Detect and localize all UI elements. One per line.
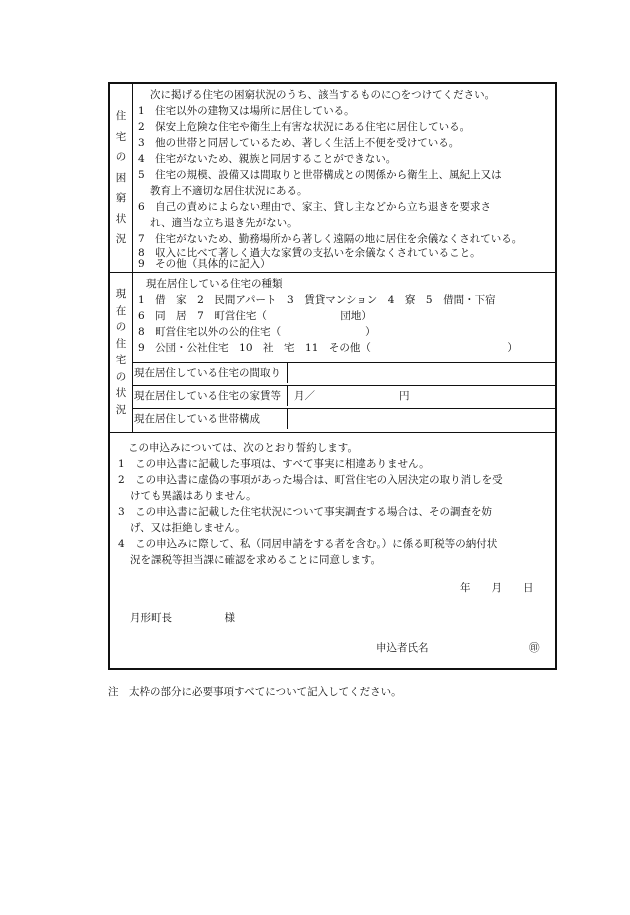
label-char: 状 — [115, 387, 127, 399]
hardship-item[interactable]: 4 住宅がないため、親族と同居することができない。 — [138, 153, 397, 165]
label-char: 況 — [115, 403, 127, 416]
pledge-section — [110, 432, 555, 668]
label-char: 状 — [115, 212, 127, 225]
application-form — [108, 82, 557, 670]
seal-mark: ㊞ — [529, 642, 540, 654]
floor-plan-label: 現在居住している住宅の間取り — [132, 363, 288, 383]
household-label: 現在居住している世帯構成 — [132, 409, 288, 429]
label-char: の — [115, 151, 127, 164]
pledge-line: 況を課税等担当課に確認を求めることに同意します。 — [130, 554, 382, 566]
hardship-item[interactable]: 5 住宅の規模、設備又は間取りと世帯構成との関係から衛生上、風紀上又は — [138, 169, 502, 181]
household-row — [132, 408, 555, 429]
pledge-line: 2 この申込書に虚偽の事項があった場合は、町営住宅の入居決定の取り消しを受 — [118, 474, 503, 486]
label-char: 住 — [115, 337, 127, 350]
housing-type-title: 現在居住している住宅の種類 — [146, 278, 283, 290]
pledge-line: げ、又は拒絶しません。 — [130, 522, 246, 534]
housing-hardship-label — [110, 84, 133, 272]
label-char: 住 — [115, 110, 127, 123]
pledge-intro: この申込みについては、次のとおり誓約します。 — [128, 442, 358, 454]
hardship-item[interactable]: 2 保安上危険な住宅や衛生上有害な状況にある住宅に居住している。 — [138, 121, 471, 133]
hardship-intro: 次に掲げる住宅の困窮状況のうち、該当するものに○をつけてください。 — [150, 89, 496, 101]
footnote: 注 太枠の部分に必要事項すべてについて記入してください。 — [108, 686, 402, 698]
household-field[interactable] — [292, 409, 552, 429]
hardship-item[interactable]: 7 住宅がないため、勤務場所から著しく遠隔の地に居住を余儀なくされている。 — [138, 233, 523, 245]
pledge-line: 1 この申込書に記載した事項は、すべて事実に相違ありません。 — [118, 458, 430, 470]
hardship-item[interactable]: 9 その他（具体的に記入） — [138, 258, 271, 270]
current-housing-label — [110, 272, 133, 432]
label-char: 況 — [115, 233, 127, 246]
housing-type-row[interactable]: 8 町営住宅以外の公的住宅（ ） — [138, 326, 376, 338]
housing-type-row[interactable]: 6 同 居 7 町営住宅（ 団地） — [138, 310, 372, 322]
rent-label: 現在居住している住宅の家賃等 — [132, 386, 288, 406]
hardship-item-cont: れ、適当な立ち退き先がない。 — [150, 217, 298, 229]
label-char: 宅 — [115, 130, 127, 143]
hardship-item-cont: 教育上不適切な居住状況にある。 — [150, 185, 308, 197]
rent-field[interactable]: 月／ 円 — [294, 390, 410, 402]
label-char: の — [115, 321, 127, 333]
current-housing-section — [110, 272, 555, 433]
label-char: 現 — [115, 288, 127, 300]
housing-hardship-section — [110, 84, 555, 273]
hardship-item[interactable]: 8 収入に比べて著しく過大な家賃の支払いを余儀なくされていること。 — [138, 247, 481, 259]
hardship-item[interactable]: 1 住宅以外の建物又は場所に居住している。 — [138, 105, 355, 117]
applicant-name-label: 申込者氏名 — [376, 642, 429, 654]
pledge-line: 3 この申込書に記載した住宅状況について事実調査する場合は、その調査を妨 — [118, 506, 492, 518]
label-char: 宅 — [115, 354, 127, 366]
floor-plan-row — [132, 362, 555, 383]
pledge-line: 4 この申込みに際して、私（同居申請をする者を含む。）に係る町税等の納付状 — [118, 538, 498, 550]
hardship-item[interactable]: 3 他の世帯と同居しているため、著しく生活上不便を受けている。 — [138, 137, 460, 149]
date-field[interactable]: 年 月 日 — [460, 582, 534, 594]
label-char: 窮 — [115, 192, 127, 205]
label-char: 在 — [115, 304, 127, 317]
floor-plan-field[interactable] — [292, 363, 552, 383]
addressee: 月形町長 様 — [130, 612, 235, 624]
pledge-line: けても異議はありません。 — [130, 490, 257, 502]
rent-row — [132, 385, 555, 406]
label-char: の — [115, 370, 127, 383]
label-char: 困 — [115, 171, 127, 184]
hardship-item[interactable]: 6 自己の責めによらない理由で、家主、貸し主などから立ち退きを要求さ — [138, 201, 491, 213]
housing-type-row[interactable]: 1 借 家 2 民間アパート 3 賃貸マンション 4 寮 5 借間・下宿 — [138, 294, 496, 306]
housing-type-row[interactable]: 9 公団・公社住宅 10 社 宅 11 その他（ ） — [138, 342, 518, 354]
